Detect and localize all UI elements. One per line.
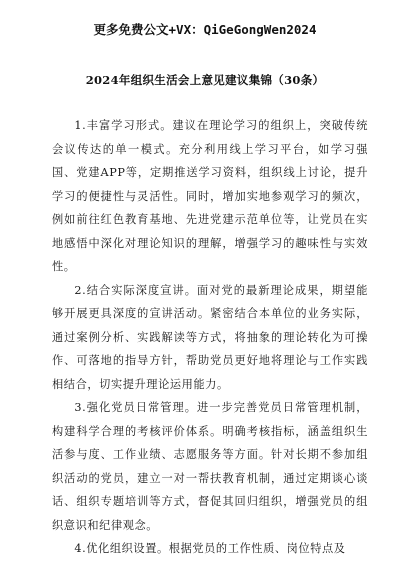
document-body bbox=[52, 114, 368, 561]
watermark-text: 更多免费公文+VX：QiGeGongWen2024 bbox=[93, 22, 317, 37]
paragraph-2: 2.结合实际深度宣讲。面对党的最新理论成果，期望能够开展更具深度的宣讲活动。紧密结合本单位的业务实际，通过案例分析、实践解读等方式，将抽象的理论转化为可操作、可落地的指导方针，帮助党员更好地将理论与工作实践相结合，切实提升理论运用能力。 bbox=[52, 283, 368, 391]
paragraph-1: 1.丰富学习形式。建议在理论学习的组织上，突破传统会议传达的单一模式。充分利用线上学习平台，如学习强国、党建APP等，定期推送学习资料，组织线上讨论，提升学习的便捷性与灵活性。同时，增加实地参观学习的频次，例如前往红色教育基地、先进党建示范单位等，让党员在实地感悟中深化对理论知识的理解，增强学习的趣味性与实效性。 bbox=[52, 119, 368, 273]
paragraph-4: 4.优化组织设置。根据党员的工作性质、岗位特点及 bbox=[74, 542, 346, 555]
document-title: 2024年组织生活会上意见建议集锦（30条） bbox=[85, 73, 325, 87]
paragraph-3: 3.强化党员日常管理。进一步完善党员日常管理机制，构建科学合理的考核评价体系。明确考核指标，涵盖组织生活参与度、工作业绩、志愿服务等方面。针对长期不参加组织活动的党员，建立一对一帮扶教育机制，通过定期谈心谈话、组织专题培训等方式，督促其回归组织，增强党员的组织意识和纪律观念。 bbox=[52, 401, 368, 532]
